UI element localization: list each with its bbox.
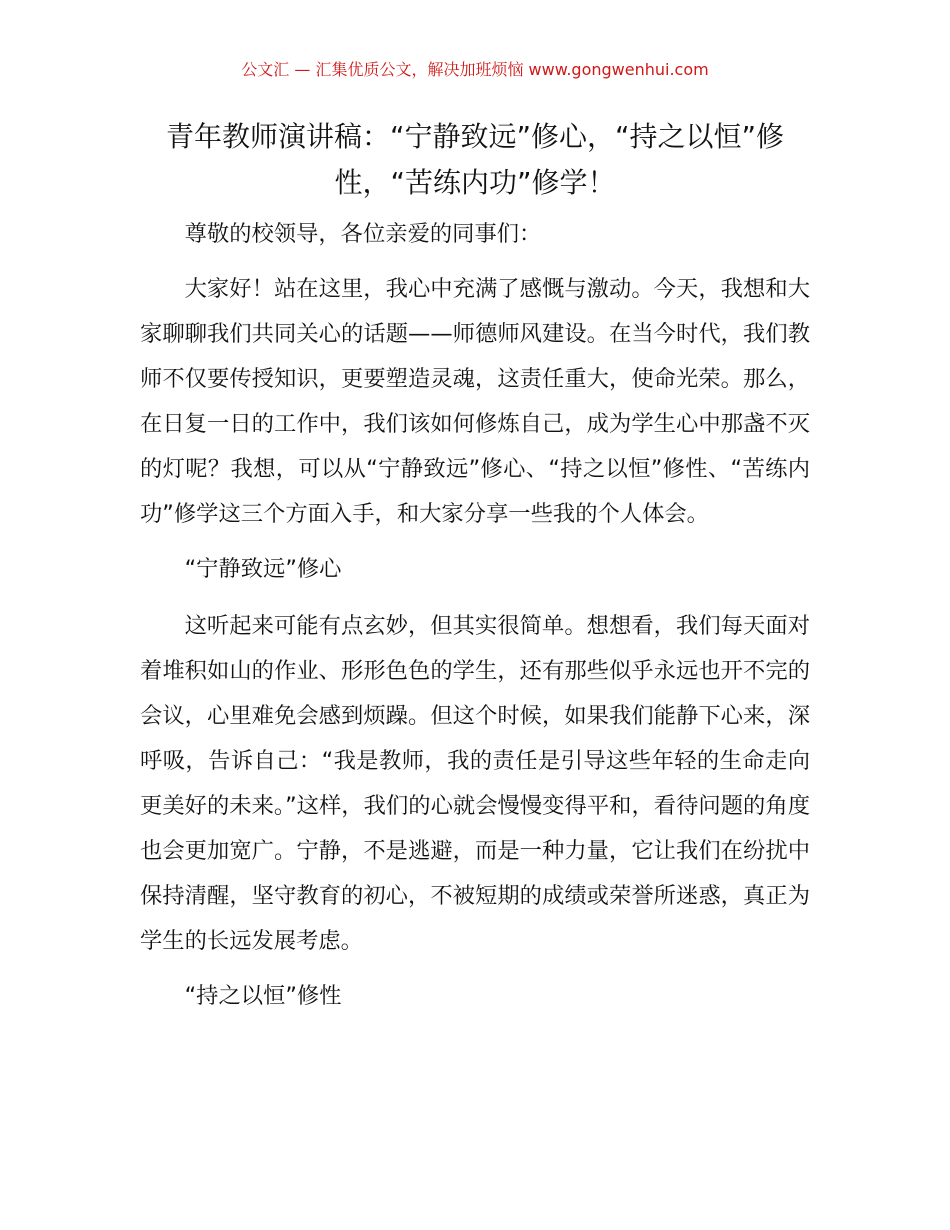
section-heading-1: “宁静致远”修心 <box>184 556 342 582</box>
document-title: 青年教师演讲稿：“宁静致远”修心，“持之以恒”修性，“苦练内功”修学！ <box>165 120 785 199</box>
intro-paragraph: 大家好！站在这里，我心中充满了感慨与激动。今天，我想和大家聊聊我们共同关心的话题——师德师风建设。在当今时代，我们教师不仅要传授知识，更要塑造灵魂，这责任重大，使命光荣。那么，在日复一日的工作中，我们该如何修炼自己，成为学生心中那盏不灭的灯呢？我想，可以从“宁静致远”修心、“持之以恒”修性、“苦练内功”修学这三个方面入手，和大家分享一些我的个人体会。 <box>140 276 810 527</box>
document-body <box>140 212 810 1031</box>
section-paragraph-1: 这听起来可能有点玄妙，但其实很简单。想想看，我们每天面对着堆积如山的作业、形形色色的学生，还有那些似乎永远也开不完的会议，心里难免会感到烦躁。但这个时候，如果我们能静下心来，深呼吸，告诉自己：“我是教师，我的责任是引导这些年轻的生命走向更美好的未来。”这样，我们的心就会慢慢变得平和，看待问题的角度也会更加宽广。宁静，不是逃避，而是一种力量，它让我们在纷扰中保持清醒，坚守教育的初心，不被短期的成绩或荣誉所迷惑，真正为学生的长远发展考虑。 <box>140 613 810 954</box>
site-banner: 公文汇 — 汇集优质公文，解决加班烦恼 www.gongwenhui.com <box>241 60 709 79</box>
section-heading-2: “持之以恒”修性 <box>184 983 342 1009</box>
greeting-paragraph: 尊敬的校领导，各位亲爱的同事们： <box>184 221 542 247</box>
